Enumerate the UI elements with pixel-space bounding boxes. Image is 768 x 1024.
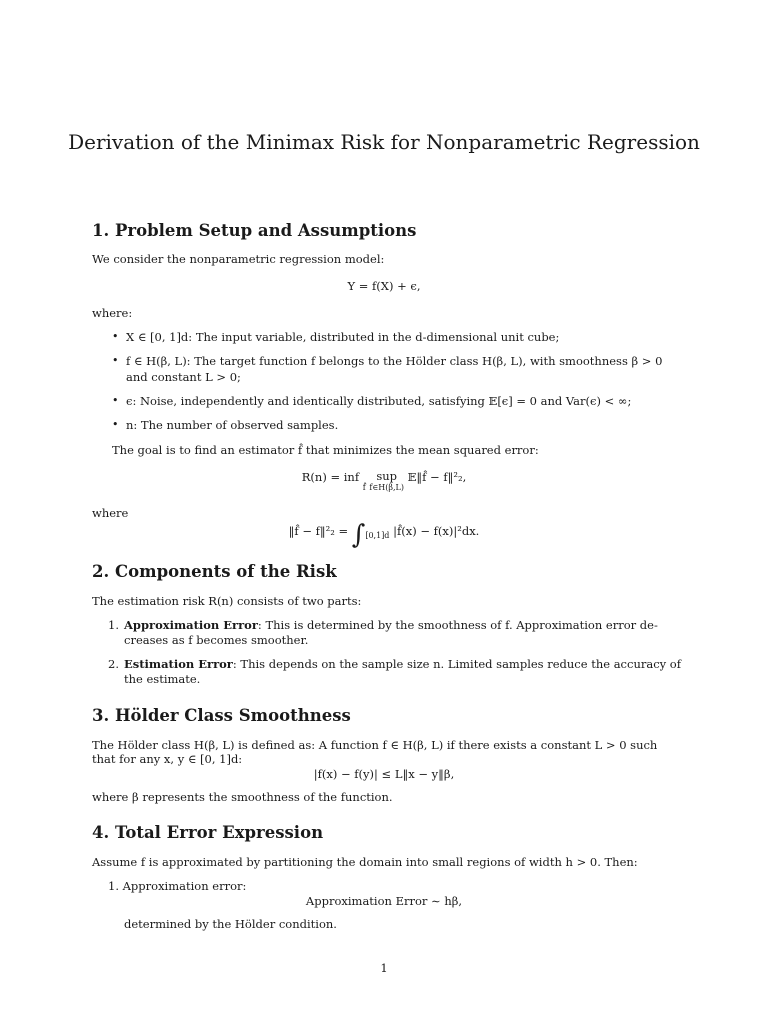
holder-definition: The Hölder class H(β, L) is defined as: A function f ∈ H(β, L) if there exists a constant L > 0 such bbox=[92, 738, 658, 752]
estim-error-label: Estimation Error bbox=[124, 657, 233, 671]
bullet-marker: • bbox=[112, 354, 119, 367]
section-3-heading: 3. Hölder Class Smoothness bbox=[92, 706, 351, 725]
sup-operator bbox=[369, 470, 404, 494]
bullet-x: X ∈ [0, 1]d: The input variable, distributed in the d-dimensional unit cube; bbox=[126, 330, 560, 344]
bullet-marker: • bbox=[112, 418, 119, 431]
approx-error-text: : This is determined by the smoothness of f. Approximation error de- bbox=[257, 618, 658, 632]
estim-error-text: : This depends on the sample size n. Limited samples reduce the accuracy of bbox=[232, 657, 681, 671]
section-2-heading: 2. Components of the Risk bbox=[92, 562, 337, 581]
risk-eq-right: 𝔼‖f̂ − f‖²₂, bbox=[407, 470, 467, 484]
where-label: where: bbox=[92, 306, 133, 320]
section-4-intro: Assume f is approximated by partitioning the domain into small regions of width h > 0. Then: bbox=[92, 855, 638, 869]
section-2-intro: The estimation risk R(n) consists of two parts: bbox=[92, 594, 362, 608]
integral-icon: ∫ bbox=[351, 520, 366, 550]
sup-subscript: f∈H(β,L) bbox=[369, 483, 404, 492]
sup-label: sup bbox=[376, 469, 397, 483]
bullet-f-cont: and constant L > 0; bbox=[126, 370, 241, 384]
integral-domain: [0,1]d bbox=[365, 531, 390, 540]
bullet-noise: ϵ: Noise, independently and identically distributed, satisfying 𝔼[ϵ] = 0 and Var(ϵ) < ∞; bbox=[126, 394, 632, 408]
model-equation: Y = f(X) + ϵ, bbox=[347, 279, 421, 293]
estim-error-cont: the estimate. bbox=[124, 672, 201, 686]
section-4-heading: 4. Total Error Expression bbox=[92, 823, 324, 842]
section-1-heading: 1. Problem Setup and Assumptions bbox=[92, 221, 417, 240]
estim-error-item bbox=[124, 657, 681, 672]
list-number: 1. bbox=[108, 618, 119, 632]
bullet-f: f ∈ H(β, L): The target function f belongs to the Hölder class H(β, L), with smoothness β > 0 bbox=[126, 354, 663, 368]
norm-equation bbox=[0, 520, 768, 550]
inf-subscript: f̂ bbox=[362, 483, 366, 492]
bullet-marker: • bbox=[112, 330, 119, 343]
where-label-2: where bbox=[92, 506, 129, 520]
risk-equation bbox=[0, 470, 768, 494]
holder-equation: |f(x) − f(y)| ≤ L‖x − y‖β, bbox=[313, 767, 455, 781]
page-number: 1 bbox=[380, 961, 388, 975]
goal-text: The goal is to find an estimator f̂ that minimizes the mean squared error: bbox=[112, 443, 539, 457]
list-number: 2. bbox=[108, 657, 119, 671]
bullet-n: n: The number of observed samples. bbox=[126, 418, 339, 432]
risk-eq-left: R(n) = inf bbox=[301, 470, 360, 484]
norm-eq-left: ‖f̂ − f‖²₂ = bbox=[288, 524, 349, 538]
holder-definition-cont: that for any x, y ∈ [0, 1]d: bbox=[92, 752, 243, 766]
approx-error-item bbox=[124, 618, 658, 633]
approx-error-equation: Approximation Error ∼ hβ, bbox=[305, 894, 463, 908]
section-1-intro: We consider the nonparametric regression model: bbox=[92, 252, 385, 266]
norm-eq-right: |f̂(x) − f(x)|²dx. bbox=[393, 524, 480, 538]
inf-operator bbox=[363, 470, 366, 494]
holder-after: where β represents the smoothness of the function. bbox=[92, 790, 393, 804]
document-title: Derivation of the Minimax Risk for Nonparametric Regression bbox=[68, 130, 700, 154]
approx-error-cont: creases as f becomes smoother. bbox=[124, 633, 309, 647]
bullet-marker: • bbox=[112, 394, 119, 407]
approx-error-step: 1. Approximation error: bbox=[108, 879, 247, 893]
approx-error-label: Approximation Error bbox=[124, 618, 258, 632]
holder-condition-note: determined by the Hölder condition. bbox=[124, 917, 337, 931]
